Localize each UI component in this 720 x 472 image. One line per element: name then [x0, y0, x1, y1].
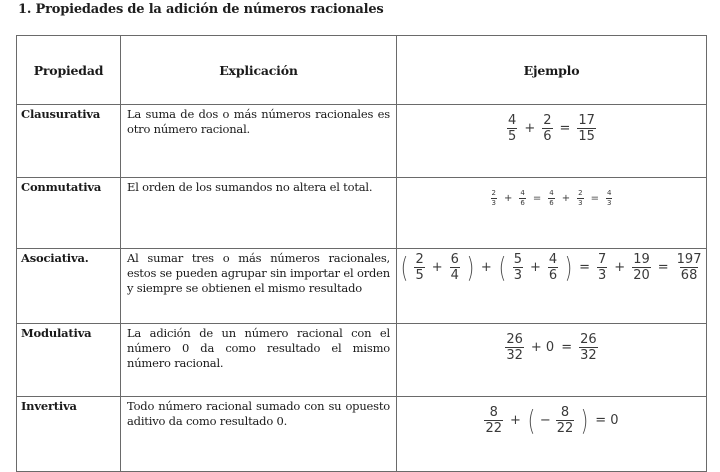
operator: +: [524, 121, 536, 136]
property-name: Modulativa: [17, 324, 121, 397]
left-paren: (: [498, 250, 507, 284]
property-name: Invertiva: [17, 397, 121, 472]
fraction: $\frac{4}{6}$: [520, 189, 525, 207]
property-example: [397, 105, 707, 178]
property-explanation: Al sumar tres o más números racionales, estos se pueden agrupar sin importar el orden y siempre se obtienen el mismo resultado: [121, 249, 397, 324]
property-example: [397, 397, 707, 472]
fraction: $\frac{17}{15}$: [578, 113, 595, 144]
equation: [489, 190, 615, 207]
fraction: $\frac{2}{3}$: [491, 189, 497, 207]
fraction: $\frac{26}{32}$: [580, 332, 597, 363]
operator: =: [590, 193, 599, 204]
property-name: Asociativa.: [17, 249, 121, 324]
property-example: [397, 249, 707, 324]
header-propiedad: Propiedad: [17, 36, 121, 105]
fraction: $\frac{26}{32}$: [506, 332, 523, 363]
fraction: $\frac{4}{5}$: [508, 113, 517, 144]
section-title: 1. Propiedades de la adición de números racionales: [18, 2, 384, 17]
header-explicacion: Explicación: [121, 36, 397, 105]
property-example: [397, 178, 707, 249]
operator: +: [561, 193, 571, 204]
left-paren: (: [527, 403, 536, 437]
equation: [505, 114, 598, 143]
fraction: $\frac{2}{3}$: [578, 189, 583, 207]
equation: [399, 250, 705, 284]
operator: +: [614, 260, 626, 275]
fraction: $\frac{4}{6}$: [548, 252, 558, 283]
negative-sign: −: [539, 413, 551, 428]
property-explanation: La adición de un número racional con el número 0 da como resultado el mismo número racional.: [121, 324, 397, 397]
operator: +: [480, 260, 492, 275]
table-row: [17, 178, 707, 249]
property-explanation: Todo número racional sumado con su opuesto aditivo da como resultado 0.: [121, 397, 397, 472]
table-row: [17, 324, 707, 397]
equation: [482, 403, 620, 437]
operator: =: [561, 340, 573, 355]
operator: +: [431, 260, 443, 275]
fraction: $\frac{5}{3}$: [513, 252, 522, 283]
right-paren: ): [466, 250, 475, 284]
property-explanation: La suma de dos o más números racionales es otro número racional.: [121, 105, 397, 178]
left-paren: (: [400, 250, 408, 284]
fraction: $\frac{19}{20}$: [633, 252, 650, 283]
fraction: $\frac{4}{3}$: [606, 189, 612, 207]
fraction: $\frac{2}{6}$: [543, 113, 552, 144]
operator: + 0: [530, 340, 555, 355]
table-row: [17, 397, 707, 472]
operator: =: [579, 260, 591, 275]
operator: +: [510, 413, 521, 428]
property-example: [397, 324, 707, 397]
fraction: $\frac{6}{4}$: [450, 252, 459, 283]
fraction: $\frac{2}{5}$: [415, 252, 424, 283]
table-row: [17, 249, 707, 324]
properties-table: [16, 35, 707, 472]
fraction: $\frac{8}{22}$: [556, 405, 574, 436]
right-paren: ): [564, 250, 573, 284]
table-header-row: [17, 36, 707, 105]
operator: +: [504, 193, 513, 204]
operator: =: [532, 193, 542, 204]
fraction: $\frac{197}{68}$: [676, 252, 702, 283]
fraction: $\frac{8}{22}$: [485, 405, 502, 436]
fraction: $\frac{4}{6}$: [549, 189, 554, 207]
equation: [503, 333, 599, 362]
result: = 0: [595, 413, 619, 428]
right-paren: ): [580, 403, 589, 437]
fraction: $\frac{7}{3}$: [598, 252, 607, 283]
property-name: Conmutativa: [17, 178, 121, 249]
property-name: Clausurativa: [17, 105, 121, 178]
table-row: [17, 105, 707, 178]
property-explanation: El orden de los sumandos no altera el total.: [121, 178, 397, 249]
header-ejemplo: Ejemplo: [397, 36, 707, 105]
operator: +: [529, 260, 541, 275]
operator: =: [559, 121, 571, 136]
operator: =: [657, 260, 669, 275]
